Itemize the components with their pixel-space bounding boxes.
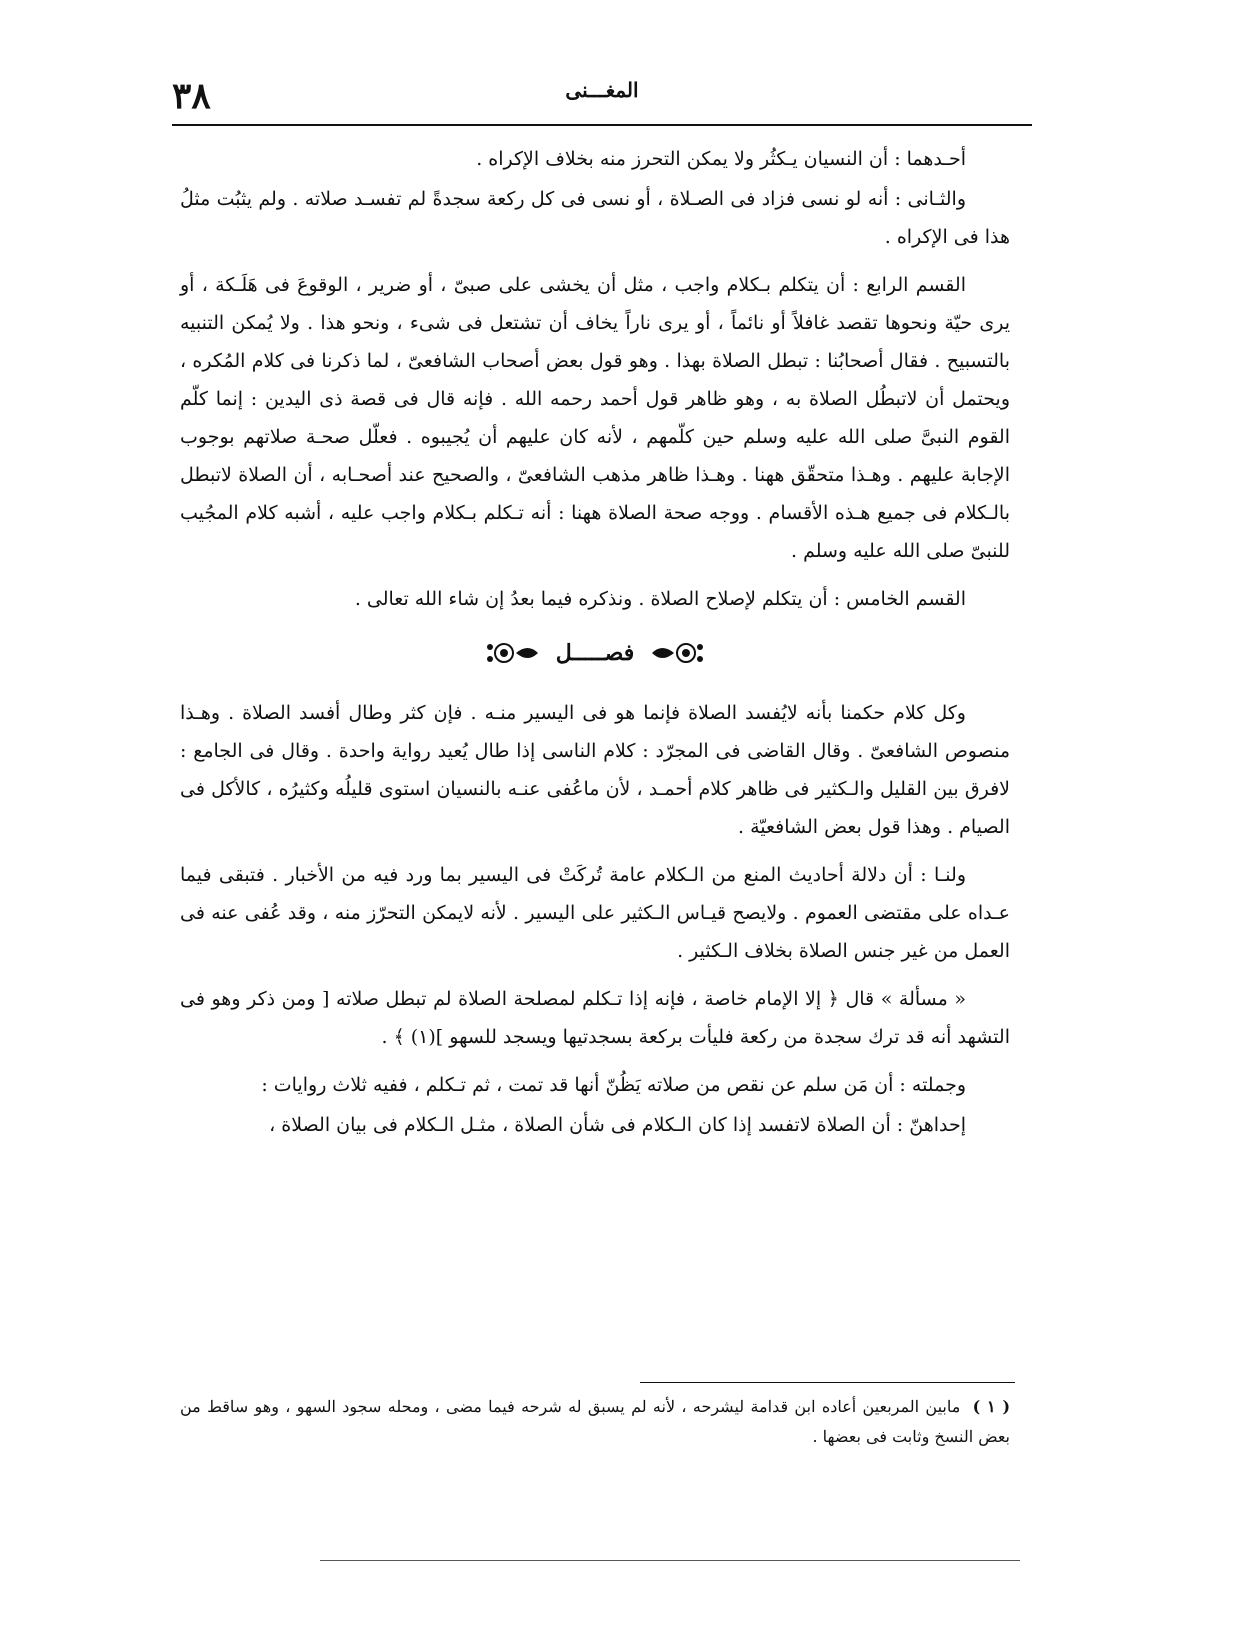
ornament-right-icon [648, 640, 708, 666]
paragraph-7: « مسألة » قال ﴿ إلا الإمام خاصة ، فإنه إذا تـكلم لمصلحة الصلاة لم تبطل صلاته [ ومن ذكر وهو فى التشهد أنه قد ترك سجدة من ركعة فليأت بركعة بسجدتيها ويسجد للسهو ](١) ﴾ . [180, 988, 1010, 1048]
paragraph-5: وكل كلام حكمنا بأنه لايُفسد الصلاة فإنما هو فى اليسير منـه . فإن كثر وطال أفسد الصلاة . وهـذا منصوص الشافعىّ . وقال القاضى فى المجرّد : كلام الناسى إذا طال يُعيد رواية واحدة . وقال فى الجامع : لافرق بين القليل والـكثير فى ظاهر كلام أحمـد ، لأن ماعُفى عنـه بالنسيان استوى قليلُه وكثيرُه ، كالأكل فى الصيام . وهذا قول بعض الشافعيّة . [180, 702, 1010, 838]
footnote-rule [640, 1382, 1015, 1383]
footnotes [180, 1392, 1010, 1452]
paragraph-1: أحـدهما : أن النسيان يـكثُر ولا يمكن التحرز منه بخلاف الإكراه . [476, 148, 966, 170]
ornament-left-icon [482, 640, 542, 666]
section-heading-label: فصـــــل [555, 640, 635, 666]
page-number: ٣٨ [172, 75, 211, 117]
bottom-rule [320, 1560, 1020, 1561]
footnote-mark: ( ١ ) [972, 1397, 1011, 1416]
running-title: المغـــنى [565, 78, 639, 102]
header-rule [172, 124, 1032, 126]
paragraph-9: إحداهنّ : أن الصلاة لاتفسد إذا كان الـكلام فى شأن الصلاة ، مثـل الـكلام فى بيان الصلاة ، [269, 1114, 966, 1136]
paragraph-6: ولنـا : أن دلالة أحاديث المنع من الـكلام عامة تُركَتْ فى اليسير بما ورد فيه من الأخبار . فتبقى فيما عـداه على مقتضى العموم . ولايصح قيـاس الـكثير على اليسير . لأنه لايمكن التحرّز منه ، وقد عُفى عنه فى العمل من غير جنس الصلاة بخلاف الـكثير . [180, 864, 1010, 962]
main-text [180, 140, 1010, 1146]
paragraph-8: وجملته : أن مَن سلم عن نقص من صلاته يَظُنّ أنها قد تمت ، ثم تـكلم ، ففيه ثلاث روايات : [261, 1074, 966, 1096]
footnote-text: مابين المربعين أعاده ابن قدامة ليشرحه ، لأنه لم يسبق له شرحه فيما مضى ، ومحله سجود السهو ، وهو ساقط من بعض النسخ وثابت فى بعضها . [180, 1397, 1010, 1446]
paragraph-4: القسم الخامس : أن يتكلم لإصلاح الصلاة . ونذكره فيما بعدُ إن شاء الله تعالى . [354, 588, 966, 610]
footnote-1 [180, 1392, 1010, 1452]
page-header [172, 74, 1032, 124]
paragraph-2: والثـانى : أنه لو نسى فزاد فى الصـلاة ، أو نسى فى كل ركعة سجدةً لم تفسـد صلاته . ولم يثبُت مثلُ هذا فى الإكراه . [180, 188, 1010, 248]
paragraph-3: القسم الرابع : أن يتكلم بـكلام واجب ، مثل أن يخشى على صبىّ ، أو ضرير ، الوقوعَ فى هَلَـكة ، أو يرى حيّة ونحوها تقصد غافلاً أو نائماً ، أو يرى ناراً يخاف أن تشتعل فى شىء ، ونحو هذا . ولا يُمكن التنبيه بالتسبيح . فقال أصحابُنا : تبطل الصلاة بهذا . وهو قول بعض أصحاب الشافعىّ ، لما ذكرنا فى كلام المُكره ، ويحتمل أن لاتبطُل الصلاة به ، وهو ظاهر قول أحمد رحمه الله . فإنه قال فى قصة ذى اليدين : إنما كلّم القوم النبىَّ صلى الله عليه وسلم حين كلّمهم ، لأنه كان عليهم أن يُجيبوه . فعلّل صحـة صلاتهم بوجوب الإجابة عليهم . وهـذا متحقّق ههنا . وهـذا ظاهر مذهب الشافعىّ ، والصحيح عند أصحـابه ، أن الصلاة لاتبطل بالـكلام فى جميع هـذه الأقسام . ووجه صحة الصلاة ههنا : أنه تـكلم بـكلام واجب عليه ، أشبه كلام المجُيب للنبىّ صلى الله عليه وسلم . [180, 274, 1010, 562]
section-heading [180, 634, 1010, 672]
